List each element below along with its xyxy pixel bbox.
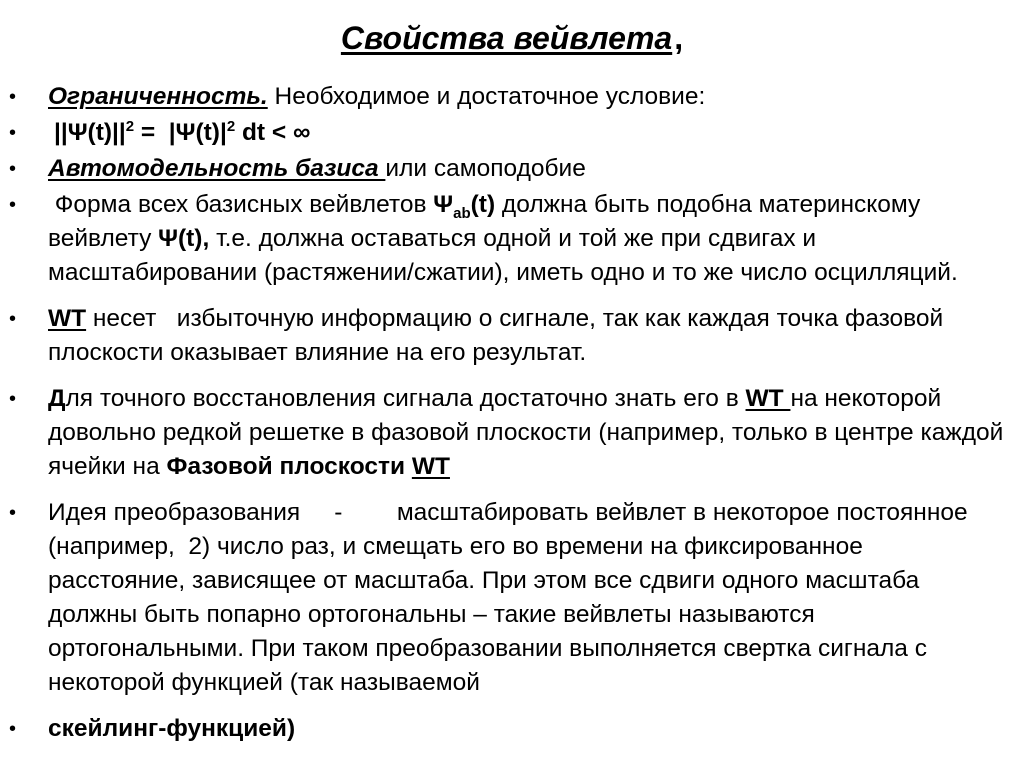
formula-sup: 2 <box>125 117 135 135</box>
wt-term: WT <box>745 385 791 412</box>
bullet-icon: • <box>9 502 17 524</box>
psi-symbol: Ψ <box>433 191 454 218</box>
item-text: должна быть подобна материнскому вейвлету <box>48 191 921 252</box>
list-item <box>0 712 1024 746</box>
list-item <box>0 302 1024 370</box>
wt-term: WT <box>48 305 87 332</box>
bullet-icon: • <box>9 194 17 216</box>
wt-term: WT <box>411 453 450 480</box>
psi-mother: Ψ(t), <box>158 225 210 252</box>
title-text: Свойства вейвлета <box>340 20 673 56</box>
item-text: Идея преобразования - масштабировать вейвлет в некоторое постоянное (например, 2) число раз, и смещать его во времени на фиксированное расстояние, зависящее от масштаба. При этом все сдвиги одного масштаба должны быть попарно ортогональны – такие вейвлеты называются ортогональными. При таком преобразовании выполняется свертка сигнала с некоторой функцией (так называемой <box>48 499 975 696</box>
psi-subscript: ab <box>453 204 471 222</box>
formula <box>48 119 310 146</box>
item-lead: Ограниченность. <box>48 83 268 110</box>
item-text: Форма всех базисных вейвлетов <box>48 191 434 218</box>
item-lead: Автомодельность базиса <box>48 155 386 182</box>
item-text: или самоподобие <box>385 155 586 182</box>
item-text: на некоторой довольно редкой решетке в фазовой плоскости (например, только в центре каждой ячейки на <box>48 385 1004 480</box>
bullet-icon: • <box>9 308 17 330</box>
bullet-icon: • <box>9 718 17 740</box>
bullet-icon: • <box>9 388 17 410</box>
formula-part: ||Ψ(t)|| <box>54 119 126 146</box>
list-item <box>0 116 1024 150</box>
item-first-letter: Д <box>48 385 66 412</box>
item-text: несет избыточную информацию о сигнале, так как каждая точка фазовой плоскости оказывает влияние на его результат. <box>48 305 951 366</box>
item-text: Необходимое и достаточное условие: <box>267 83 706 110</box>
title-comma: , <box>674 20 684 56</box>
bullet-icon: • <box>9 122 17 144</box>
bullet-icon: • <box>9 86 17 108</box>
scaling-function-term: скейлинг-функцией) <box>48 715 296 742</box>
item-text: т.е. должна оставаться одной и той же при сдвигах и масштабировании (растяжении/сжатии), иметь одно и то же число осцилляций. <box>48 225 958 286</box>
formula-sup: 2 <box>226 117 236 135</box>
list-item <box>0 80 1024 114</box>
formula-part: = |Ψ(t)| <box>134 119 227 146</box>
list-item <box>0 152 1024 186</box>
list-item <box>0 382 1024 484</box>
phase-plane-term: Фазовой плоскости <box>166 453 412 480</box>
psi-argument: (t) <box>470 191 496 218</box>
bullet-list <box>0 80 1024 746</box>
item-text: ля точного восстановления сигнала достаточно знать его в <box>65 385 746 412</box>
list-item <box>0 496 1024 700</box>
list-item <box>0 188 1024 290</box>
formula-part: dt < ∞ <box>235 119 311 146</box>
slide-title <box>0 16 1024 60</box>
bullet-icon: • <box>9 158 17 180</box>
